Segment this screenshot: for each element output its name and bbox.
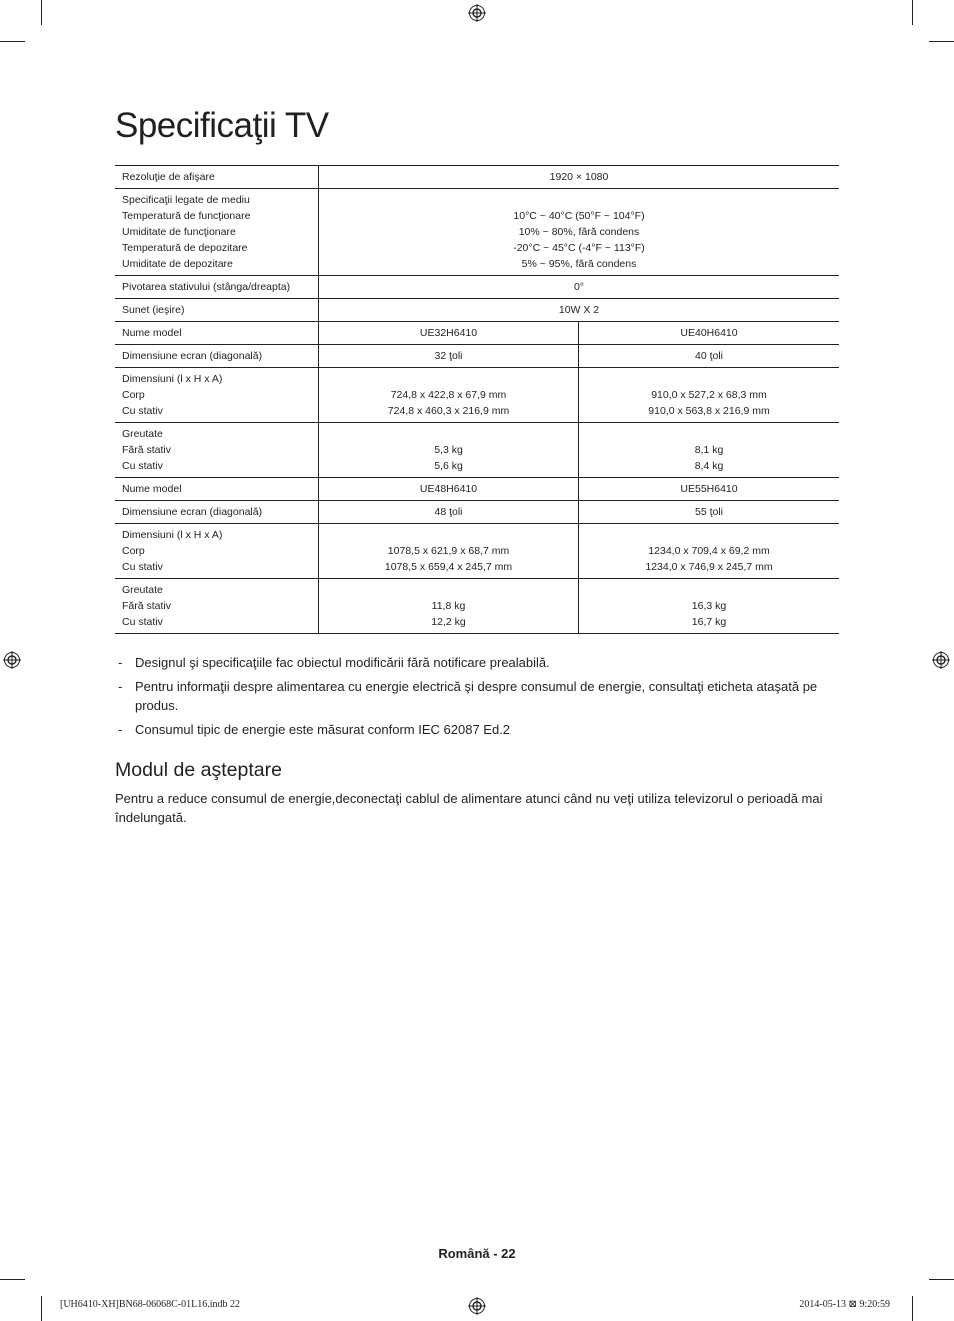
row-value-line: 5,3 kg [434,444,463,456]
notes-list [115,653,839,744]
table-row [115,501,839,524]
row-value [319,368,579,423]
crop-mark-bottom-right-v [912,1296,913,1321]
row-label-line: Corp [122,389,145,401]
row-value [579,368,840,423]
row-value-line: 1234,0 x 709,4 x 69,2 mm [648,545,770,557]
row-label-line: Cu stativ [122,616,163,628]
row-value [579,524,840,579]
list-dash: - [118,679,123,694]
registration-target-icon [3,651,21,669]
row-label [115,579,319,634]
table-row [115,322,839,345]
row-label-line: Cu stativ [122,460,163,472]
row-value-line: 16,3 kg [691,600,727,612]
row-value-line: 8,4 kg [694,460,724,472]
row-value: UE55H6410 [579,478,840,501]
row-label-line: Specificaţii legate de mediu [122,194,250,206]
row-label [115,368,319,423]
table-row [115,189,839,276]
row-value: 32 ţoli [319,345,579,368]
note-text: Pentru informaţii despre alimentarea cu energie electrică şi despre consumul de energie, consultaţi eticheta ataşată pe produs. [135,679,818,713]
row-value-line: 910,0 x 563,8 x 216,9 mm [648,405,770,417]
row-label: Rezoluţie de afişare [115,166,319,189]
row-value-line: 10% ~ 80%, fără condens [518,226,640,238]
row-label: Dimensiune ecran (diagonală) [115,501,319,524]
row-label-line: Dimensiuni (l x H x A) [122,373,223,385]
standby-heading: Modul de aşteptare [115,759,282,781]
crop-mark-top-left-h [0,41,25,42]
registration-target-icon [932,651,950,669]
standby-text: Pentru a reduce consumul de energie,deconectaţi cablul de alimentare atunci când nu veţi utiliza televizorul o perioadă mai îndelungată. [115,791,823,825]
row-label [115,524,319,579]
row-label-line: Fără stativ [122,444,172,456]
row-value-line: 8,1 kg [694,444,724,456]
row-label: Pivotarea stativului (stânga/dreapta) [115,276,319,299]
row-value: 0° [319,276,840,299]
table-row [115,368,839,423]
row-value [579,423,840,478]
crop-mark-bottom-left-h [0,1279,25,1280]
row-value-line: 5% ~ 95%, fără condens [521,258,637,270]
table-row [115,579,839,634]
row-label-line: Corp [122,545,145,557]
note-text: Consumul tipic de energie este măsurat conform IEC 62087 Ed.2 [135,722,511,737]
row-label-line: Temperatură de funcţionare [122,210,251,222]
row-value-line: 16,7 kg [691,616,727,628]
table-row [115,299,839,322]
row-label-line: Temperatură de depozitare [122,242,248,254]
registration-target-icon [468,1297,486,1315]
table-row [115,276,839,299]
spec-table [115,165,839,634]
table-row [115,478,839,501]
row-label-line: Umiditate de funcţionare [122,226,236,238]
row-value-line: 1078,5 x 621,9 x 68,7 mm [387,545,510,557]
row-value-line: 910,0 x 527,2 x 68,3 mm [651,389,767,401]
row-value [319,423,579,478]
row-value [319,579,579,634]
crop-mark-bottom-left-v [41,1296,42,1321]
row-value: UE32H6410 [319,322,579,345]
row-value [319,189,840,276]
row-value [579,579,840,634]
row-value-line: -20°C ~ 45°C (-4°F ~ 113°F) [513,242,645,254]
row-label: Sunet (ieşire) [115,299,319,322]
footer-file-name: [UH6410-XH]BN68-06068C-01L16.indb 22 [60,1299,240,1310]
table-row [115,345,839,368]
row-value: 10W X 2 [319,299,840,322]
row-value-line: 10°C ~ 40°C (50°F ~ 104°F) [513,210,645,222]
list-item [115,677,839,715]
crop-mark-top-right-h [929,41,954,42]
list-dash: - [118,655,123,670]
row-value-line: 5,6 kg [434,460,463,472]
row-value-line: 1078,5 x 659,4 x 245,7 mm [384,561,513,573]
row-label-line: Umiditate de depozitare [122,258,233,270]
crop-mark-bottom-right-h [929,1279,954,1280]
row-value [319,524,579,579]
page-number: Română - 22 [438,1246,516,1261]
list-dash: - [118,722,123,737]
table-row [115,524,839,579]
row-value: UE40H6410 [579,322,840,345]
row-label: Dimensiune ecran (diagonală) [115,345,319,368]
row-label-line: Greutate [122,428,163,440]
row-value-line: 12,2 kg [431,616,466,628]
row-value-line: 724,8 x 422,8 x 67,9 mm [390,389,507,401]
registration-target-icon [468,4,486,22]
row-value: 48 ţoli [319,501,579,524]
list-item [115,720,839,739]
row-value: UE48H6410 [319,478,579,501]
row-label-line: Cu stativ [122,561,163,573]
footer-timestamp: 2014-05-13 ⊠ 9:20:59 [799,1299,890,1310]
row-label-line: Cu stativ [122,405,163,417]
table-row [115,423,839,478]
row-label-line: Fără stativ [122,600,172,612]
note-text: Designul şi specificaţiile fac obiectul modificării fără notificare prealabilă. [135,655,550,670]
page-title: Specificaţii TV [115,106,329,145]
row-value-line: 11,8 kg [431,600,466,612]
crop-mark-top-right-v [912,0,913,25]
row-label [115,189,319,276]
row-label [115,423,319,478]
table-row [115,166,839,189]
row-value: 1920 × 1080 [319,166,840,189]
row-label-line: Dimensiuni (l x H x A) [122,529,223,541]
row-label: Nume model [115,478,319,501]
row-value: 55 ţoli [579,501,840,524]
row-value-line: 724,8 x 460,3 x 216,9 mm [387,405,510,417]
row-label: Nume model [115,322,319,345]
row-label-line: Greutate [122,584,163,596]
list-item [115,653,839,672]
crop-mark-top-left-v [41,0,42,25]
row-value: 40 ţoli [579,345,840,368]
row-value-line: 1234,0 x 746,9 x 245,7 mm [645,561,773,573]
